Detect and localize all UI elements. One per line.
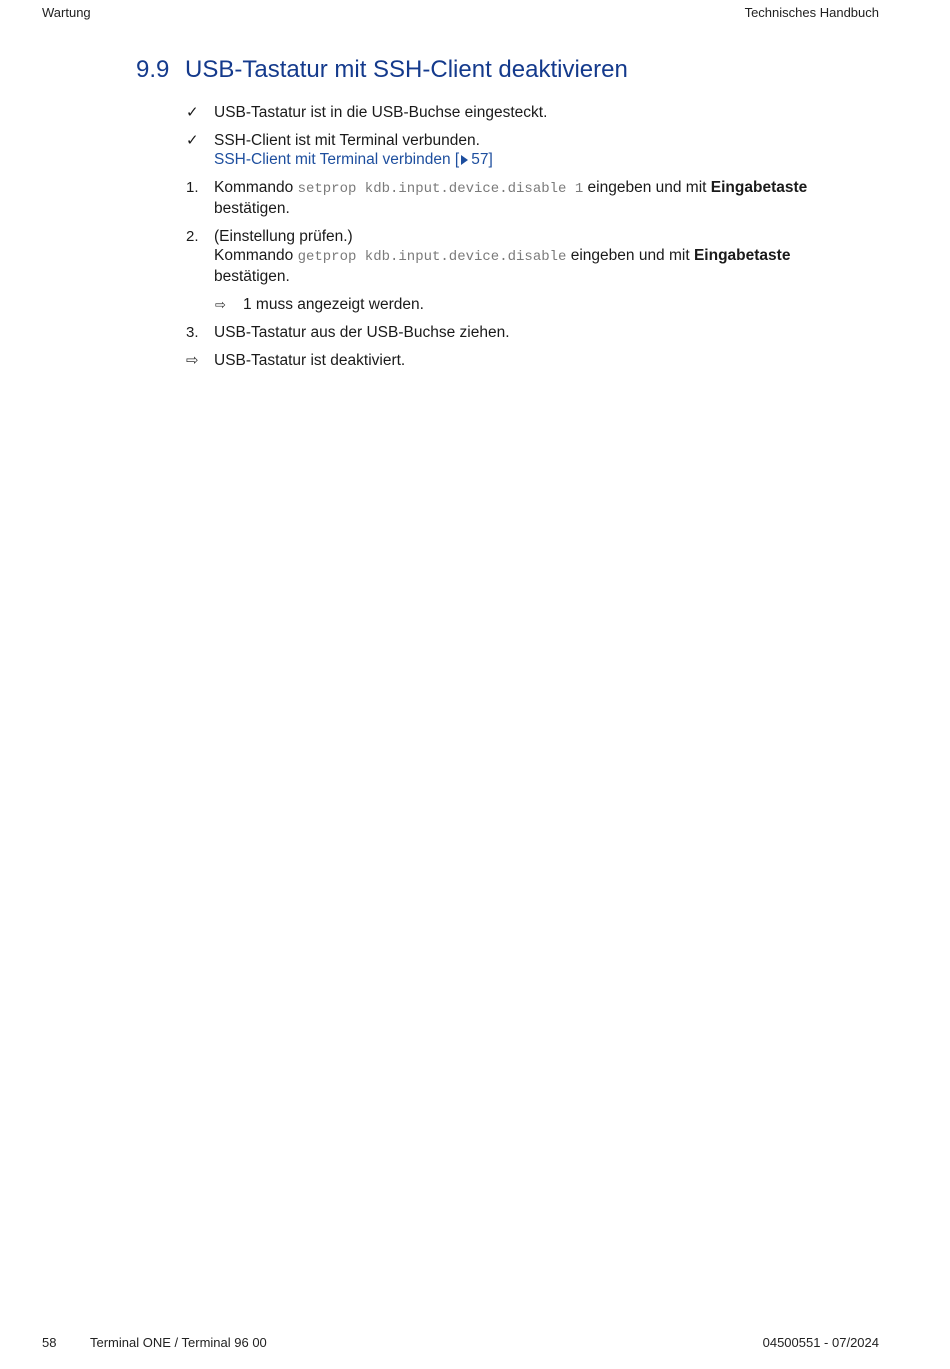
step-note: (Einstellung prüfen.) bbox=[214, 228, 353, 245]
page-number: 58 bbox=[42, 1335, 57, 1350]
cross-reference-page: 57] bbox=[471, 151, 493, 168]
step-text-prefix: Kommando bbox=[214, 247, 298, 264]
prerequisite-text: SSH-Client ist mit Terminal verbunden. bbox=[214, 132, 480, 149]
final-result bbox=[186, 351, 876, 370]
prerequisite-text: USB-Tastatur ist in die USB-Buchse eingesteckt. bbox=[214, 104, 548, 121]
footer-product-name: Terminal ONE / Terminal 96 00 bbox=[90, 1335, 267, 1350]
final-result-text: USB-Tastatur ist deaktiviert. bbox=[214, 352, 406, 369]
running-header-document: Technisches Handbuch bbox=[744, 5, 879, 20]
prerequisite-item bbox=[186, 103, 876, 122]
instruction-list bbox=[186, 103, 876, 379]
cross-reference-link[interactable] bbox=[214, 151, 493, 168]
section-number: 9.9 bbox=[136, 56, 170, 83]
intermediate-result-text: 1 muss angezeigt werden. bbox=[243, 296, 424, 313]
step-number: 2. bbox=[186, 228, 199, 245]
running-header-chapter: Wartung bbox=[42, 5, 91, 20]
step-text-prefix: Kommando bbox=[214, 179, 298, 196]
step-text-middle: eingeben und mit bbox=[566, 247, 694, 264]
command-code: setprop kdb.input.device.disable 1 bbox=[297, 181, 584, 197]
step-text-suffix: bestätigen. bbox=[214, 200, 290, 217]
step-item bbox=[186, 227, 876, 286]
key-name: Eingabetaste bbox=[693, 247, 791, 264]
prerequisite-item bbox=[186, 131, 876, 169]
result-arrow-icon: ⇨ bbox=[215, 297, 226, 312]
result-arrow-icon: ⇨ bbox=[186, 352, 199, 369]
page-arrow-icon bbox=[461, 155, 468, 165]
step-number: 1. bbox=[186, 179, 199, 196]
key-name: Eingabetaste bbox=[710, 179, 808, 196]
footer-document-id: 04500551 - 07/2024 bbox=[762, 1335, 879, 1350]
intermediate-result bbox=[186, 295, 876, 314]
cross-reference-label: SSH-Client mit Terminal verbinden [ bbox=[214, 151, 460, 168]
step-text-middle: eingeben und mit bbox=[583, 179, 711, 196]
step-item bbox=[186, 323, 876, 342]
step-text: USB-Tastatur aus der USB-Buchse ziehen. bbox=[214, 324, 510, 341]
step-number: 3. bbox=[186, 324, 199, 341]
step-item bbox=[186, 178, 876, 218]
checkmark-icon: ✓ bbox=[186, 132, 199, 149]
command-code: getprop kdb.input.device.disable bbox=[297, 249, 567, 265]
section-title: USB-Tastatur mit SSH-Client deaktivieren bbox=[185, 56, 628, 83]
step-text-suffix: bestätigen. bbox=[214, 268, 290, 285]
section-heading bbox=[136, 56, 628, 84]
checkmark-icon: ✓ bbox=[186, 104, 199, 121]
